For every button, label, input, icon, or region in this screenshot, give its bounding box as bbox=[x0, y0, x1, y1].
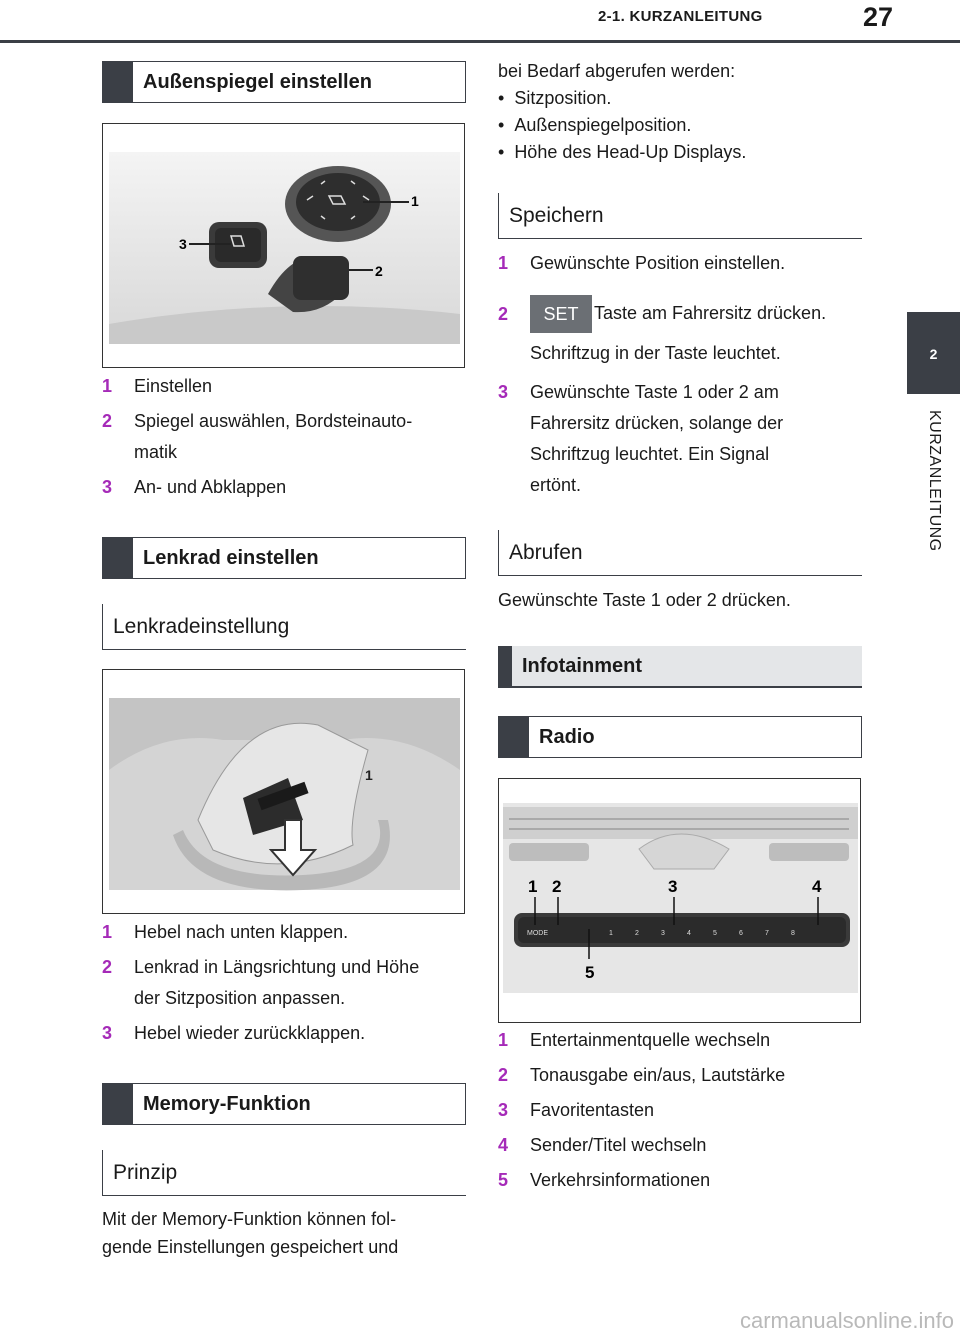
callout-radio-5: 5 bbox=[585, 963, 595, 982]
heading-mirror-text: Außenspiegel einstellen bbox=[143, 70, 372, 93]
panel-key-5: 5 bbox=[713, 930, 717, 937]
step-number: 3 bbox=[102, 1023, 113, 1043]
panel-key-3: 3 bbox=[661, 930, 665, 937]
step-number: 3 bbox=[498, 1100, 509, 1120]
heading-bar bbox=[498, 646, 512, 686]
bullet-dot: • bbox=[498, 88, 515, 108]
bullet-item bbox=[498, 138, 862, 166]
heading-infotainment bbox=[498, 646, 862, 688]
bullet-dot: • bbox=[498, 115, 515, 135]
set-button-icon: SET bbox=[530, 295, 592, 333]
header-rule bbox=[0, 40, 960, 43]
radio-panel-illustration bbox=[499, 779, 861, 1023]
steering-lever-illustration bbox=[103, 670, 465, 914]
step-text: Hebel nach unten klappen. bbox=[134, 922, 349, 942]
memory-intro-line3: bei Bedarf abgerufen werden: bbox=[498, 61, 736, 81]
step-text: Tonausgabe ein/aus, Lautstärke bbox=[530, 1065, 786, 1085]
step-text bbox=[530, 295, 826, 333]
step-number: 2 bbox=[498, 304, 509, 324]
step-number: 3 bbox=[102, 477, 113, 497]
step-text-l4: ertönt. bbox=[530, 475, 582, 495]
panel-key-2: 2 bbox=[635, 930, 639, 937]
watermark: carmanualsonline.info bbox=[739, 1308, 954, 1333]
panel-key-8: 8 bbox=[791, 930, 795, 937]
panel-key-6: 6 bbox=[739, 930, 743, 937]
step-number: 4 bbox=[498, 1135, 509, 1155]
heading-bar bbox=[103, 1084, 133, 1124]
chapter-tab: 2 bbox=[907, 312, 960, 394]
step-number: 1 bbox=[498, 253, 509, 273]
subheading-save: Speichern bbox=[498, 193, 862, 239]
callout-radio-3: 3 bbox=[668, 877, 678, 896]
mirror-controls-illustration bbox=[103, 124, 465, 368]
step-text: Hebel wieder zurückklappen. bbox=[134, 1023, 366, 1043]
page-number: 27 bbox=[862, 2, 894, 32]
subheading-principle: Prinzip bbox=[102, 1150, 466, 1196]
step-text-cont: der Sitzposition anpassen. bbox=[134, 988, 346, 1008]
heading-steering bbox=[102, 537, 466, 579]
step-text: Lenkrad in Längsrichtung und Höhe bbox=[134, 957, 420, 977]
panel-key-1: 1 bbox=[609, 930, 613, 937]
mirror-controls-figure bbox=[102, 123, 465, 368]
mirror-step-2 bbox=[102, 406, 462, 468]
save-step-3 bbox=[498, 377, 862, 501]
step-text: Einstellen bbox=[134, 376, 213, 396]
steering-lever-figure bbox=[102, 669, 465, 914]
callout-radio-4: 4 bbox=[812, 877, 822, 896]
panel-key-4: 4 bbox=[687, 930, 691, 937]
bullet-text: Sitzposition. bbox=[514, 88, 612, 108]
bullet-text: Höhe des Head-Up Displays. bbox=[514, 142, 747, 162]
bullet-item bbox=[498, 84, 862, 112]
heading-memory bbox=[102, 1083, 466, 1125]
step-text-l2: Fahrersitz drücken, solange der bbox=[530, 413, 784, 433]
step-text: Sender/Titel wechseln bbox=[530, 1135, 707, 1155]
step-text: An- und Abklappen bbox=[134, 477, 287, 497]
heading-mirror bbox=[102, 61, 466, 103]
bullet-text: Außenspiegelposition. bbox=[514, 115, 692, 135]
step-text: Favoritentasten bbox=[530, 1100, 655, 1120]
heading-bar bbox=[103, 62, 133, 102]
callout-steering-1: 1 bbox=[365, 767, 373, 783]
heading-memory-text: Memory-Funktion bbox=[143, 1092, 311, 1115]
heading-radio bbox=[498, 716, 862, 758]
step-text: Gewünschte Position einstellen. bbox=[530, 253, 786, 273]
step-text-cont: matik bbox=[134, 442, 178, 462]
step-number: 1 bbox=[102, 922, 113, 942]
step-number: 2 bbox=[498, 1065, 509, 1085]
step-text: Verkehrsinformationen bbox=[530, 1170, 711, 1190]
chapter-label: KURZANLEITUNG bbox=[926, 410, 943, 552]
heading-steering-text: Lenkrad einstellen bbox=[143, 546, 319, 569]
step-number: 2 bbox=[102, 411, 113, 431]
callout-radio-2: 2 bbox=[552, 877, 562, 896]
step-text-cont: Schriftzug in der Taste leuchtet. bbox=[530, 343, 781, 363]
callout-mirror-2: 2 bbox=[375, 263, 383, 279]
steering-step-2 bbox=[102, 952, 466, 1014]
heading-radio-text: Radio bbox=[539, 725, 595, 748]
step-text-main: Taste am Fahrersitz drücken. bbox=[594, 302, 827, 323]
bullet-item bbox=[498, 111, 862, 139]
heading-bar bbox=[499, 717, 529, 757]
step-text-l3: Schriftzug leuchtet. Ein Signal bbox=[530, 444, 770, 464]
panel-key-7: 7 bbox=[765, 930, 769, 937]
heading-bar bbox=[103, 538, 133, 578]
heading-infotainment-text: Infotainment bbox=[522, 654, 642, 677]
step-text: Spiegel auswählen, Bordsteinauto- bbox=[134, 411, 413, 431]
callout-radio-1: 1 bbox=[528, 877, 538, 896]
recall-text: Gewünschte Taste 1 oder 2 drücken. bbox=[498, 590, 791, 610]
callout-mirror-1: 1 bbox=[411, 193, 419, 209]
step-number: 2 bbox=[102, 957, 113, 977]
subheading-steering: Lenkradeinstellung bbox=[102, 604, 466, 650]
radio-panel-figure bbox=[498, 778, 861, 1023]
step-number: 3 bbox=[498, 382, 509, 402]
step-text-l1: Gewünschte Taste 1 oder 2 am bbox=[530, 382, 779, 402]
subheading-recall: Abrufen bbox=[498, 530, 862, 576]
save-step-2 bbox=[498, 295, 862, 375]
callout-mirror-3: 3 bbox=[179, 236, 187, 252]
step-number: 1 bbox=[102, 376, 113, 396]
step-number: 1 bbox=[498, 1030, 509, 1050]
memory-intro-line2: gende Einstellungen gespeichert und bbox=[102, 1237, 399, 1257]
bullet-dot: • bbox=[498, 142, 515, 162]
memory-intro-line1: Mit der Memory-Funktion können fol- bbox=[102, 1209, 397, 1229]
panel-mode-label: MODE bbox=[527, 930, 548, 937]
step-number: 5 bbox=[498, 1170, 509, 1190]
section-title: 2-1. KURZANLEITUNG bbox=[598, 8, 763, 25]
step-text: Entertainmentquelle wechseln bbox=[530, 1030, 771, 1050]
